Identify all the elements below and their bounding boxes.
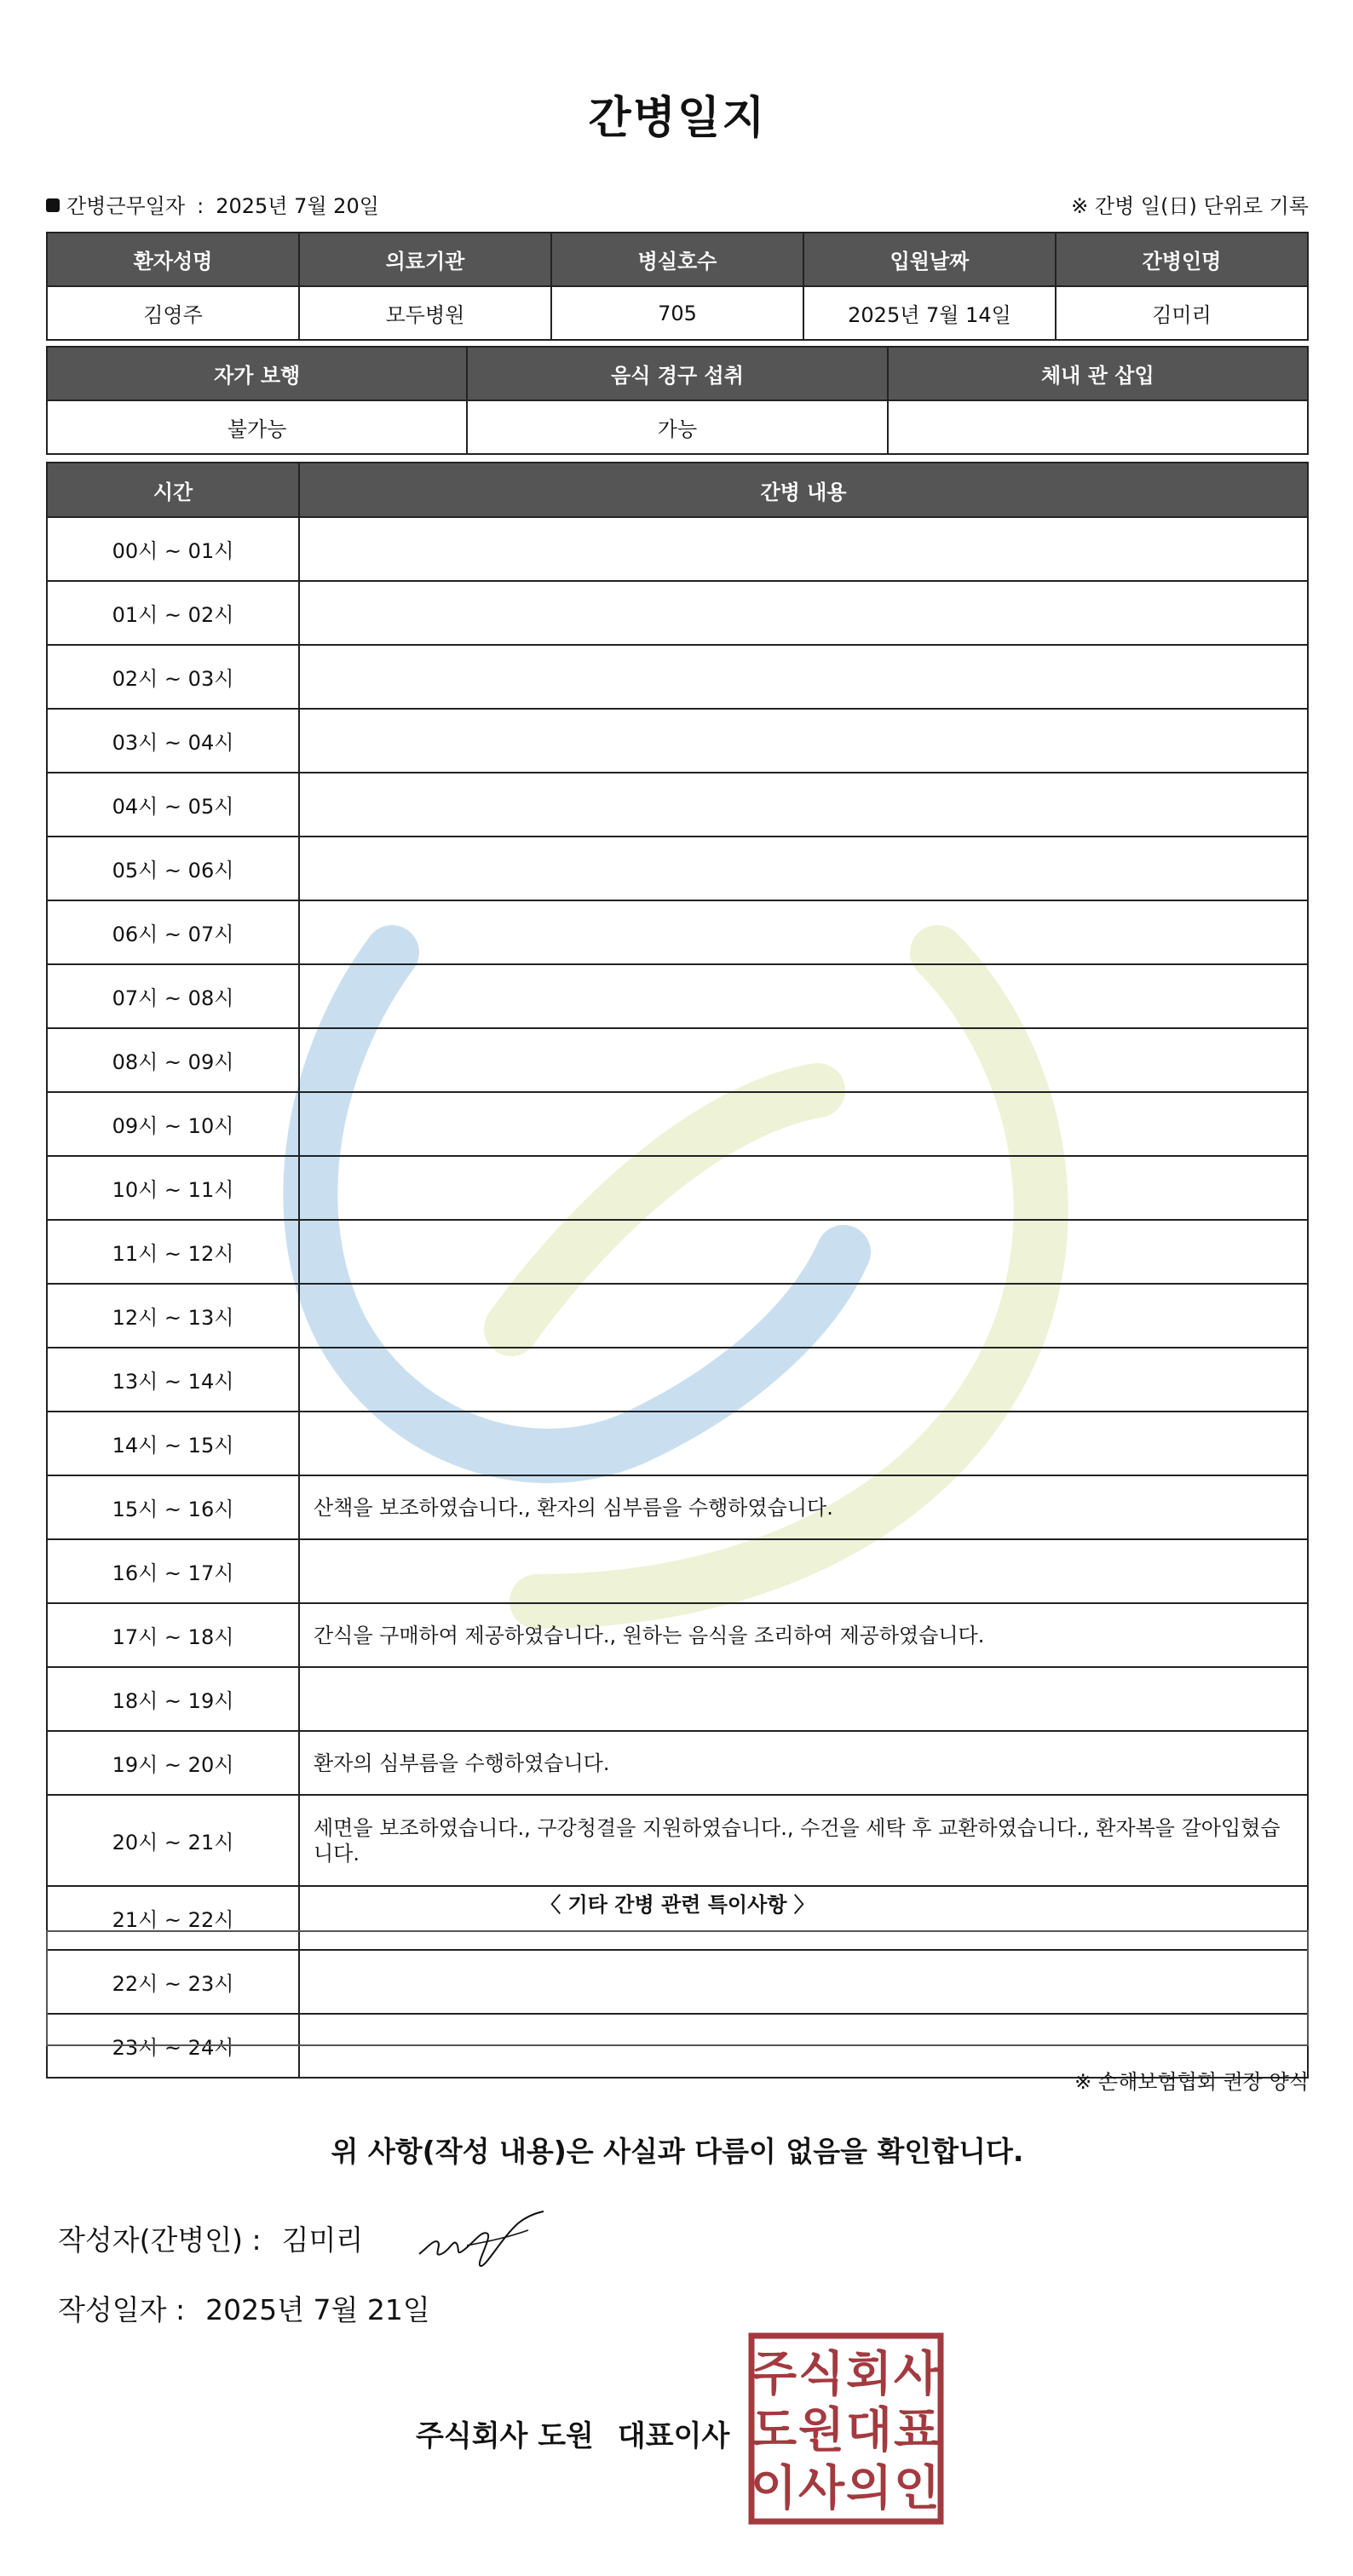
care-log-time: 14시 ~ 15시 — [47, 1412, 299, 1475]
company-seal-stamp — [748, 2332, 944, 2525]
svg-text:주: 주 — [750, 2347, 797, 2402]
care-log-time: 03시 ~ 04시 — [47, 709, 299, 773]
care-log-row — [47, 1028, 1308, 1092]
care-log-content — [299, 1284, 1308, 1348]
header-oral-intake: 음식 경구 섭취 — [467, 347, 887, 400]
patient-status-header-row — [47, 347, 1308, 400]
care-log-row — [47, 1475, 1308, 1539]
header-time: 시간 — [47, 463, 299, 517]
care-log-content — [299, 1028, 1308, 1092]
bullet-icon — [46, 198, 60, 212]
care-log-row — [47, 900, 1308, 964]
care-log-row — [47, 964, 1308, 1028]
writer-line — [58, 2218, 363, 2258]
care-log-content: 산책을 보조하였습니다., 환자의 심부름을 수행하였습니다. — [299, 1475, 1308, 1539]
written-date-value: 2025년 7월 21일 — [205, 2293, 430, 2326]
care-log-content: 세면을 보조하였습니다., 구강청결을 지원하였습니다., 수건을 세탁 후 교환하였습니다., 환자복을 갈아입혔습니다. — [299, 1795, 1308, 1886]
patient-info-value-row — [47, 286, 1308, 340]
remarks-title: 〈 기타 간병 관련 특이사항 〉 — [540, 1893, 815, 1917]
care-log-time: 22시 ~ 23시 — [47, 1950, 299, 2014]
care-log-row — [47, 709, 1308, 773]
form-note: ※ 손해보험협회 권장 양식 — [1074, 2070, 1309, 2094]
care-log-content — [299, 1220, 1308, 1284]
svg-text:도: 도 — [750, 2403, 797, 2458]
care-log-row — [47, 1603, 1308, 1667]
care-log-content: 환자의 심부름을 수행하였습니다. — [299, 1731, 1308, 1795]
care-log-time: 07시 ~ 08시 — [47, 964, 299, 1028]
svg-text:사: 사 — [893, 2347, 941, 2402]
care-log-time: 15시 ~ 16시 — [47, 1475, 299, 1539]
work-date-value: 2025년 7월 20일 — [216, 194, 379, 218]
written-date-label: 작성일자 : — [58, 2293, 186, 2326]
care-log-time: 02시 ~ 03시 — [47, 645, 299, 709]
care-log-time: 17시 ~ 18시 — [47, 1603, 299, 1667]
patient-status-table — [46, 346, 1309, 455]
svg-text:이: 이 — [750, 2461, 797, 2516]
care-log-time: 10시 ~ 11시 — [47, 1156, 299, 1220]
svg-text:회: 회 — [845, 2347, 893, 2402]
header-self-walking: 자가 보행 — [47, 347, 467, 400]
care-log-time: 12시 ~ 13시 — [47, 1284, 299, 1348]
writer-label: 작성자(간병인) : — [58, 2223, 262, 2257]
company-title: 대표이사 — [617, 2419, 730, 2453]
care-log-time: 16시 ~ 17시 — [47, 1539, 299, 1603]
care-log-content — [299, 1412, 1308, 1475]
patient-status-value-row — [47, 400, 1308, 454]
svg-text:의: 의 — [845, 2461, 893, 2516]
room-number: 705 — [551, 286, 803, 340]
care-log-content — [299, 837, 1308, 900]
care-log-content — [299, 581, 1308, 645]
care-log-content — [299, 773, 1308, 837]
svg-text:표: 표 — [893, 2403, 941, 2458]
care-log-row — [47, 517, 1308, 581]
care-log-content — [299, 1667, 1308, 1731]
header-tube-insertion: 체내 관 삽입 — [888, 347, 1308, 400]
handwritten-signature — [416, 2205, 552, 2273]
care-log-time: 21시 ~ 22시 — [47, 1886, 299, 1950]
work-date-label: 간병근무일자 — [66, 194, 186, 218]
admission-date: 2025년 7월 14일 — [803, 286, 1056, 340]
care-log-row — [47, 1284, 1308, 1348]
care-log-time: 01시 ~ 02시 — [47, 581, 299, 645]
care-log-row — [47, 1156, 1308, 1220]
care-log-content — [299, 1092, 1308, 1156]
care-log-body — [47, 517, 1308, 2078]
header-care-content: 간병 내용 — [299, 463, 1308, 517]
caregiver-name: 김미리 — [1056, 286, 1308, 340]
header-admission-date: 입원날짜 — [803, 233, 1056, 286]
care-log-content — [299, 964, 1308, 1028]
care-log-row — [47, 837, 1308, 900]
care-log-content — [299, 1348, 1308, 1412]
care-log-content — [299, 517, 1308, 581]
care-log-content: 간식을 구매하여 제공하였습니다., 원하는 음식을 조리하여 제공하였습니다. — [299, 1603, 1308, 1667]
care-log-time: 00시 ~ 01시 — [47, 517, 299, 581]
care-log-content — [299, 709, 1308, 773]
header-hospital: 의료기관 — [299, 233, 551, 286]
svg-text:사: 사 — [797, 2461, 845, 2516]
work-date-row — [46, 189, 1309, 220]
care-log-header-row — [47, 463, 1308, 517]
care-log-time: 05시 ~ 06시 — [47, 837, 299, 900]
svg-text:원: 원 — [797, 2403, 845, 2458]
remarks-box — [46, 1930, 1309, 2046]
care-log-time: 08시 ~ 09시 — [47, 1028, 299, 1092]
confirmation-statement: 위 사항(작성 내용)은 사실과 다름이 없음을 확인합니다. — [331, 2135, 1024, 2168]
hospital-name: 모두병원 — [299, 286, 551, 340]
care-log-row — [47, 581, 1308, 645]
care-log-time: 18시 ~ 19시 — [47, 1667, 299, 1731]
care-log-time: 20시 ~ 21시 — [47, 1795, 299, 1886]
header-patient-name: 환자성명 — [47, 233, 299, 286]
care-log-time: 06시 ~ 07시 — [47, 900, 299, 964]
care-log-row — [47, 773, 1308, 837]
self-walking-value: 불가능 — [47, 400, 467, 454]
patient-name: 김영주 — [47, 286, 299, 340]
written-date-line — [58, 2288, 430, 2328]
care-log-time: 04시 ~ 05시 — [47, 773, 299, 837]
care-log-time: 13시 ~ 14시 — [47, 1348, 299, 1412]
document-title: 간병일지 — [588, 93, 767, 144]
care-log-row — [47, 1348, 1308, 1412]
care-log-row — [47, 1795, 1308, 1886]
svg-text:인: 인 — [893, 2461, 941, 2516]
work-date-separator: : — [197, 194, 204, 218]
care-log-content — [299, 645, 1308, 709]
care-log-row — [47, 1220, 1308, 1284]
care-log-time: 19시 ~ 20시 — [47, 1731, 299, 1795]
care-log-content — [299, 1539, 1308, 1603]
care-log-row — [47, 1412, 1308, 1475]
care-log-time: 11시 ~ 12시 — [47, 1220, 299, 1284]
writer-name: 김미리 — [281, 2223, 364, 2257]
care-log-row — [47, 1539, 1308, 1603]
company-name: 주식회사 도원 — [416, 2419, 594, 2453]
care-log-row — [47, 645, 1308, 709]
header-caregiver-name: 간병인명 — [1056, 233, 1308, 286]
svg-text:식: 식 — [797, 2347, 845, 2402]
care-log-table — [46, 462, 1309, 2079]
tube-insertion-value — [888, 400, 1308, 454]
care-log-row — [47, 1667, 1308, 1731]
care-log-row — [47, 1092, 1308, 1156]
care-log-content — [299, 900, 1308, 964]
care-log-row — [47, 1731, 1308, 1795]
care-log-time: 09시 ~ 10시 — [47, 1092, 299, 1156]
care-log-time: 23시 ~ 24시 — [47, 2014, 299, 2078]
record-note: ※ 간병 일(日) 단위로 기록 — [1071, 194, 1309, 218]
care-log-content — [299, 1156, 1308, 1220]
patient-info-table — [46, 232, 1309, 341]
oral-intake-value: 가능 — [467, 400, 887, 454]
patient-info-header-row — [47, 233, 1308, 286]
company-line — [416, 2412, 729, 2454]
svg-text:대: 대 — [845, 2403, 893, 2458]
header-room-number: 병실호수 — [551, 233, 803, 286]
work-date — [46, 189, 379, 219]
